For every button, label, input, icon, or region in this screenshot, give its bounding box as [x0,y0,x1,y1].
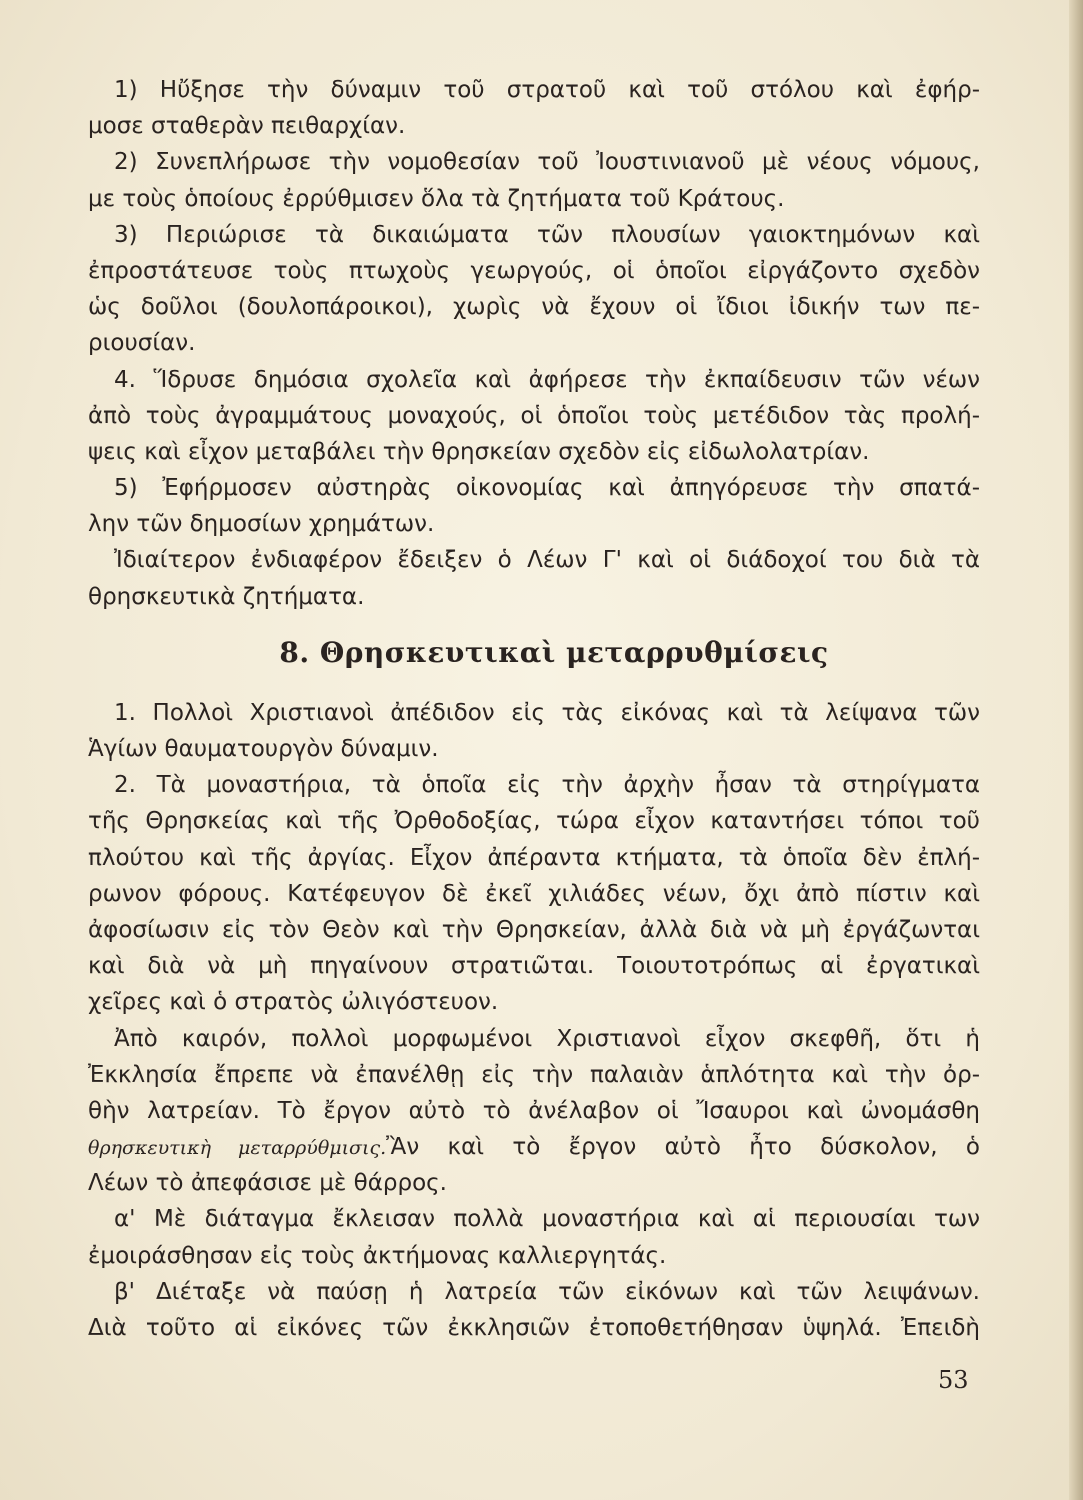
text-line: 2) Συνεπλήρωσε τὴν νομοθεσίαν τοῦ Ἰουστινιανοῦ μὲ νέους νόμους, [114,149,980,176]
text-line: λην τῶν δημοσίων χρημάτων. [88,511,435,538]
text-line: 1) Ηὔξησε τὴν δύναμιν τοῦ στρατοῦ καὶ τοῦ στόλου καὶ ἐφήρ- [114,77,980,103]
text-line: χεῖρες καὶ ὁ στρατὸς ὠλιγόστευον. [88,989,499,1016]
page-number: 53 [938,1366,969,1394]
text-line: θρησκευτικὰ ζητήματα. [88,583,365,610]
text-line: Λέων τὸ ἀπεφάσισε μὲ θάρρος. [88,1170,447,1197]
text-line: ψεις καὶ εἶχον μεταβάλει τὴν θρησκείαν σχεδὸν εἰς εἰδωλολατρίαν. [88,438,870,465]
text-line: 1. Πολλοὶ Χριστιανοὶ ἀπέδιδον εἰς τὰς εἰκόνας καὶ τὰ λείψανα τῶν [114,699,980,726]
text-line: Ἁγίων θαυματουργὸν δύναμιν. [88,736,439,762]
text-line: 3) Περιώρισε τὰ δικαιώματα τῶν πλουσίων γαιοκτημόνων καὶ [114,221,980,248]
text-line: α' Μὲ διάταγμα ἔκλεισαν πολλὰ μοναστήρια καὶ αἱ περιουσίαι των [114,1206,980,1233]
text-line: ἀφοσίωσιν εἰς τὸν Θεὸν καὶ τὴν Θρησκείαν, ἀλλὰ διὰ νὰ μὴ ἐργάζωνται [88,916,980,943]
page-edge [1069,0,1083,1500]
text-line: ἀπὸ τοὺς ἀγραμμάτους μοναχούς, οἱ ὁποῖοι τοὺς μετέδιδον τὰς προλή- [88,402,980,429]
text-line: θὴν λατρείαν. Τὸ ἔργον αὐτὸ τὸ ἀνέλαβον οἱ Ἴσαυροι καὶ ὠνομάσθη [88,1097,980,1124]
italic-term: θρησκευτικὴ μεταρρύθμισις. [88,1137,387,1160]
text-line: 2. Τὰ μοναστήρια, τὰ ὁποῖα εἰς τὴν ἀρχὴν ἦσαν τὰ στηρίγματα [114,772,980,799]
text-line: ρωνον φόρους. Κατέφευγον δὲ ἐκεῖ χιλιάδες νέων, ὄχι ἀπὸ πίστιν καὶ [88,880,980,907]
text-line: με τοὺς ὁποίους ἐρρύθμισεν ὅλα τὰ ζητήματα τοῦ Κράτους. [88,185,785,212]
text-line: μοσε σταθερὰν πειθαρχίαν. [88,113,406,140]
text-fragment: Ἂν καὶ τὸ ἔργον αὐτὸ ἦτο δύσκολον, ὁ [386,1134,980,1161]
text-line-with-italic [88,1129,980,1165]
text-line: ὡς δοῦλοι (δουλοπάροικοι), χωρὶς νὰ ἔχουν οἱ ἴδιοι ἰδικήν των πε- [88,294,980,321]
text-line: ριουσίαν. [88,330,196,357]
text-line: Ἐκκλησία ἔπρεπε νὰ ἐπανέλθῃ εἰς τὴν παλαιὰν ἁπλότητα καὶ τὴν ὀρ- [88,1061,980,1088]
text-line: 4. Ἵδρυσε δημόσια σχολεῖα καὶ ἀφήρεσε τὴν ἐκπαίδευσιν τῶν νέων [114,366,980,393]
text-line: ἐμοιράσθησαν εἰς τοὺς ἀκτήμονας καλλιεργητάς. [88,1242,667,1269]
text-line: τῆς Θρησκείας καὶ τῆς Ὀρθοδοξίας, τώρα εἶχον καταντήσει τόποι τοῦ [88,808,980,835]
text-line: καὶ διὰ νὰ μὴ πηγαίνουν στρατιῶται. Τοιουτοτρόπως αἱ ἐργατικαὶ [88,953,980,980]
section-heading: 8. Θρησκευτικαὶ μεταρρυθμίσεις [279,635,829,669]
text-line: Διὰ τοῦτο αἱ εἰκόνες τῶν ἐκκλησιῶν ἐτοποθετήθησαν ὑψηλά. Ἐπειδὴ [88,1315,980,1341]
body-text [88,72,980,1346]
text-line: Ἀπὸ καιρόν, πολλοὶ μορφωμένοι Χριστιανοὶ εἶχον σκεφθῆ, ὅτι ἡ [114,1025,980,1052]
text-line: 5) Ἐφήρμοσεν αὐστηρὰς οἰκονομίας καὶ ἀπηγόρευσε τὴν σπατά- [114,475,980,502]
text-line: Ἰδιαίτερον ἐνδιαφέρον ἔδειξεν ὁ Λέων Γ' καὶ οἱ διάδοχοί του διὰ τὰ [114,547,980,574]
text-line: β' Διέταξε νὰ παύσῃ ἡ λατρεία τῶν εἰκόνων καὶ τῶν λειψάνων. [114,1278,980,1305]
text-line: ἐπροστάτευσε τοὺς πτωχοὺς γεωργούς, οἱ ὁποῖοι εἰργάζοντο σχεδὸν [88,257,980,284]
text-line: πλούτου καὶ τῆς ἀργίας. Εἶχον ἀπέραντα κτήματα, τὰ ὁποῖα δὲν ἐπλή- [88,844,980,871]
